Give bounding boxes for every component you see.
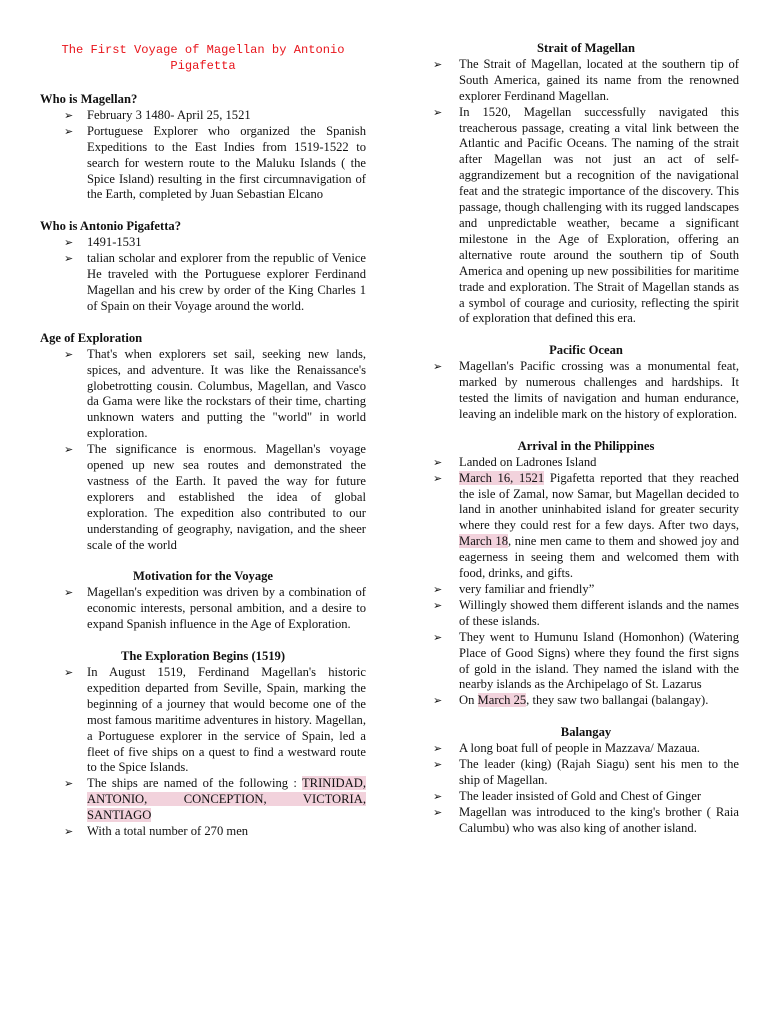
heading-arrival-philippines: Arrival in the Philippines: [517, 438, 655, 453]
list-item: ➢ Magellan's Pacific crossing was a monumental feat, marked by numerous challenges and hardships. It tested the limits of navigation and human endurance, leaving an indelible mark on the history of exploration.: [433, 359, 739, 421]
arrowhead-bullet-icon: ➢: [433, 598, 443, 612]
arrowhead-bullet-icon: ➢: [64, 586, 74, 600]
arrowhead-bullet-icon: ➢: [433, 694, 443, 708]
highlighted-ship-names: TRINIDAD, ANTONIO, CONCEPTION, VICTORIA, SANTIAGO: [87, 776, 366, 823]
highlighted-date: March 18: [459, 534, 509, 549]
arrowhead-bullet-icon: ➢: [433, 360, 443, 374]
list-age-of-exploration: [40, 347, 366, 554]
heading-balangay: Balangay: [560, 725, 612, 740]
arrowhead-bullet-icon: ➢: [64, 236, 74, 250]
arrowhead-bullet-icon: ➢: [433, 630, 443, 644]
arrowhead-bullet-icon: ➢: [433, 758, 443, 772]
list-item: ➢ The ships are named of the following : TRINIDAD, ANTONIO, CONCEPTION, VICTORIA, SANTIAGO: [64, 776, 366, 823]
highlighted-date: March 16, 1521: [459, 470, 545, 485]
list-item: ➢ In 1520, Magellan successfully navigated this treacherous passage, creating a vital link between the Atlantic and Pacific Oceans. The naming of the strait after Magellan was not just an act of self-aggrandizement but a recognition of the navigational feat and the strategic importance of the discovery. This passage, though challenging with its rugged landscapes and unpredictable weather, became a significant milestone in the Age of Exploration, offering an alternative route around the southern tip of South America and opening up new possibilities for maritime trade and exploration. The Strait of Magellan stands as a symbol of courage and curiosity, reflecting the spirit of exploration that defined this era.: [433, 104, 739, 326]
arrowhead-bullet-icon: ➢: [433, 742, 443, 756]
arrowhead-bullet-icon: ➢: [64, 777, 74, 791]
list-item: ➢ The leader (king) (Rajah Siagu) sent his men to the ship of Magellan.: [433, 757, 739, 787]
list-item: ➢ The significance is enormous. Magellan's voyage opened up new sea routes and demonstrated the vastness of the Earth. It paved the way for future explorers and established the idea of global exploration. The expedition also contributed to our understanding of geography, navigation, and the sheer scale of the world: [64, 442, 366, 552]
document-title: The First Voyage of Magellan by Antonio Pigafetta: [61, 43, 345, 73]
heading-who-is-magellan: Who is Magellan?: [40, 92, 138, 106]
list-item: ➢ February 3 1480- April 25, 1521: [64, 107, 251, 122]
heading-motivation: Motivation for the Voyage: [132, 569, 274, 584]
list-arrival: [433, 455, 739, 710]
list-item: ➢ Willingly showed them different islands and the names of these islands.: [433, 597, 739, 628]
arrowhead-bullet-icon: ➢: [433, 455, 443, 469]
highlighted-date: March 25: [477, 693, 527, 708]
arrowhead-bullet-icon: ➢: [64, 825, 74, 839]
heading-pacific-ocean: Pacific Ocean: [549, 343, 623, 358]
list-item: ➢ The Strait of Magellan, located at the southern tip of South America, gained its name from the renowned explorer Ferdinand Magellan.: [433, 56, 739, 103]
heading-age-of-exploration: Age of Exploration: [40, 330, 143, 345]
arrowhead-bullet-icon: ➢: [433, 105, 443, 119]
arrowhead-bullet-icon: ➢: [433, 471, 443, 485]
right-column: [433, 41, 739, 837]
arrowhead-bullet-icon: ➢: [64, 108, 74, 122]
list-item: ➢ Magellan's expedition was driven by a combination of economic interests, personal ambition, and a desire to expand Spanish influence in the Age of Exploration.: [64, 585, 366, 632]
list-item: ➢ With a total number of 270 men: [64, 824, 249, 839]
list-balangay: [433, 741, 739, 836]
arrowhead-bullet-icon: ➢: [64, 443, 74, 457]
heading-strait-of-magellan: Strait of Magellan: [537, 41, 635, 55]
arrowhead-bullet-icon: ➢: [64, 347, 74, 361]
heading-exploration-begins: The Exploration Begins (1519): [120, 649, 286, 664]
list-motivation: [40, 585, 366, 633]
list-item: ➢ 1491-1531: [64, 235, 142, 250]
list-item: ➢ Landed on Ladrones Island: [433, 454, 597, 469]
list-pacific: [433, 359, 739, 423]
list-item: ➢ They went to Humunu Island (Homonhon) (Watering Place of Good Signs) where they found the first signs of gold in the island. They named the island with the nearby islands as the Archipelago of St. Lazarus: [433, 629, 739, 692]
list-item: ➢ Magellan was introduced to the king's brother ( Raia Calumbu) who was also king of another island.: [433, 804, 739, 835]
list-exploration-begins: [40, 665, 366, 840]
list-item: ➢ On March 25, they saw two ballangai (balangay).: [433, 693, 709, 708]
arrowhead-bullet-icon: ➢: [433, 789, 443, 803]
arrowhead-bullet-icon: ➢: [433, 805, 443, 819]
list-item: ➢ March 16, 1521 Pigafetta reported that they reached the isle of Zamal, now Samar, but Magellan decided to land in another uninhabited island for greater security where they could rest for a few days. After two days, March 18, nine men came to them and showed joy and eagerness in seeing them and welcomed them with food, drinks, and gifts.: [433, 470, 739, 581]
arrowhead-bullet-icon: ➢: [64, 252, 74, 266]
list-item: ➢ Portuguese Explorer who organized the Spanish Expeditions to the East Indies from 1519-1522 to search for western route to the Maluku Islands ( the Spice Island) resulting in the first circumnavigation of the Earth, completed by Juan Sebastian Elcano: [64, 123, 366, 202]
arrowhead-bullet-icon: ➢: [64, 124, 74, 138]
list-item: ➢ The leader insisted of Gold and Chest of Ginger: [433, 788, 702, 803]
heading-who-is-pigafetta: Who is Antonio Pigafetta?: [40, 219, 181, 234]
arrowhead-bullet-icon: ➢: [433, 57, 443, 71]
list-item: ➢ A long boat full of people in Mazzava/ Mazaua.: [433, 741, 700, 756]
list-who-is-pigafetta: [40, 235, 366, 315]
left-column: [40, 40, 366, 840]
list-item: ➢ very familiar and friendly”: [433, 582, 595, 596]
list-strait: [433, 57, 739, 327]
arrowhead-bullet-icon: ➢: [433, 583, 443, 596]
list-item: ➢ In August 1519, Ferdinand Magellan's historic expedition departed from Seville, Spain, marking the beginning of a journey that would become one of the most famous maritime adventures in history. Magellan, a Portuguese explorer in the service of Spain, led a fleet of five ships on a quest to find a westward route to the Spice Islands.: [64, 665, 366, 775]
list-who-is-magellan: [40, 108, 366, 203]
list-item: ➢ talian scholar and explorer from the republic of Venice He traveled with the Portuguese explorer Ferdinand Magellan and his crew by order of the King Charles 1 of Spain on their Voyage around the world.: [64, 251, 366, 313]
arrowhead-bullet-icon: ➢: [64, 666, 74, 679]
list-item: ➢ That's when explorers set sail, seeking new lands, spices, and adventure. It was like the Renaissance's globetrotting cousin. Columbus, Magellan, and Vasco da Gama were like the rockstars of their time, charting unknown waters and putting the "world" in world exploration.: [64, 346, 366, 441]
